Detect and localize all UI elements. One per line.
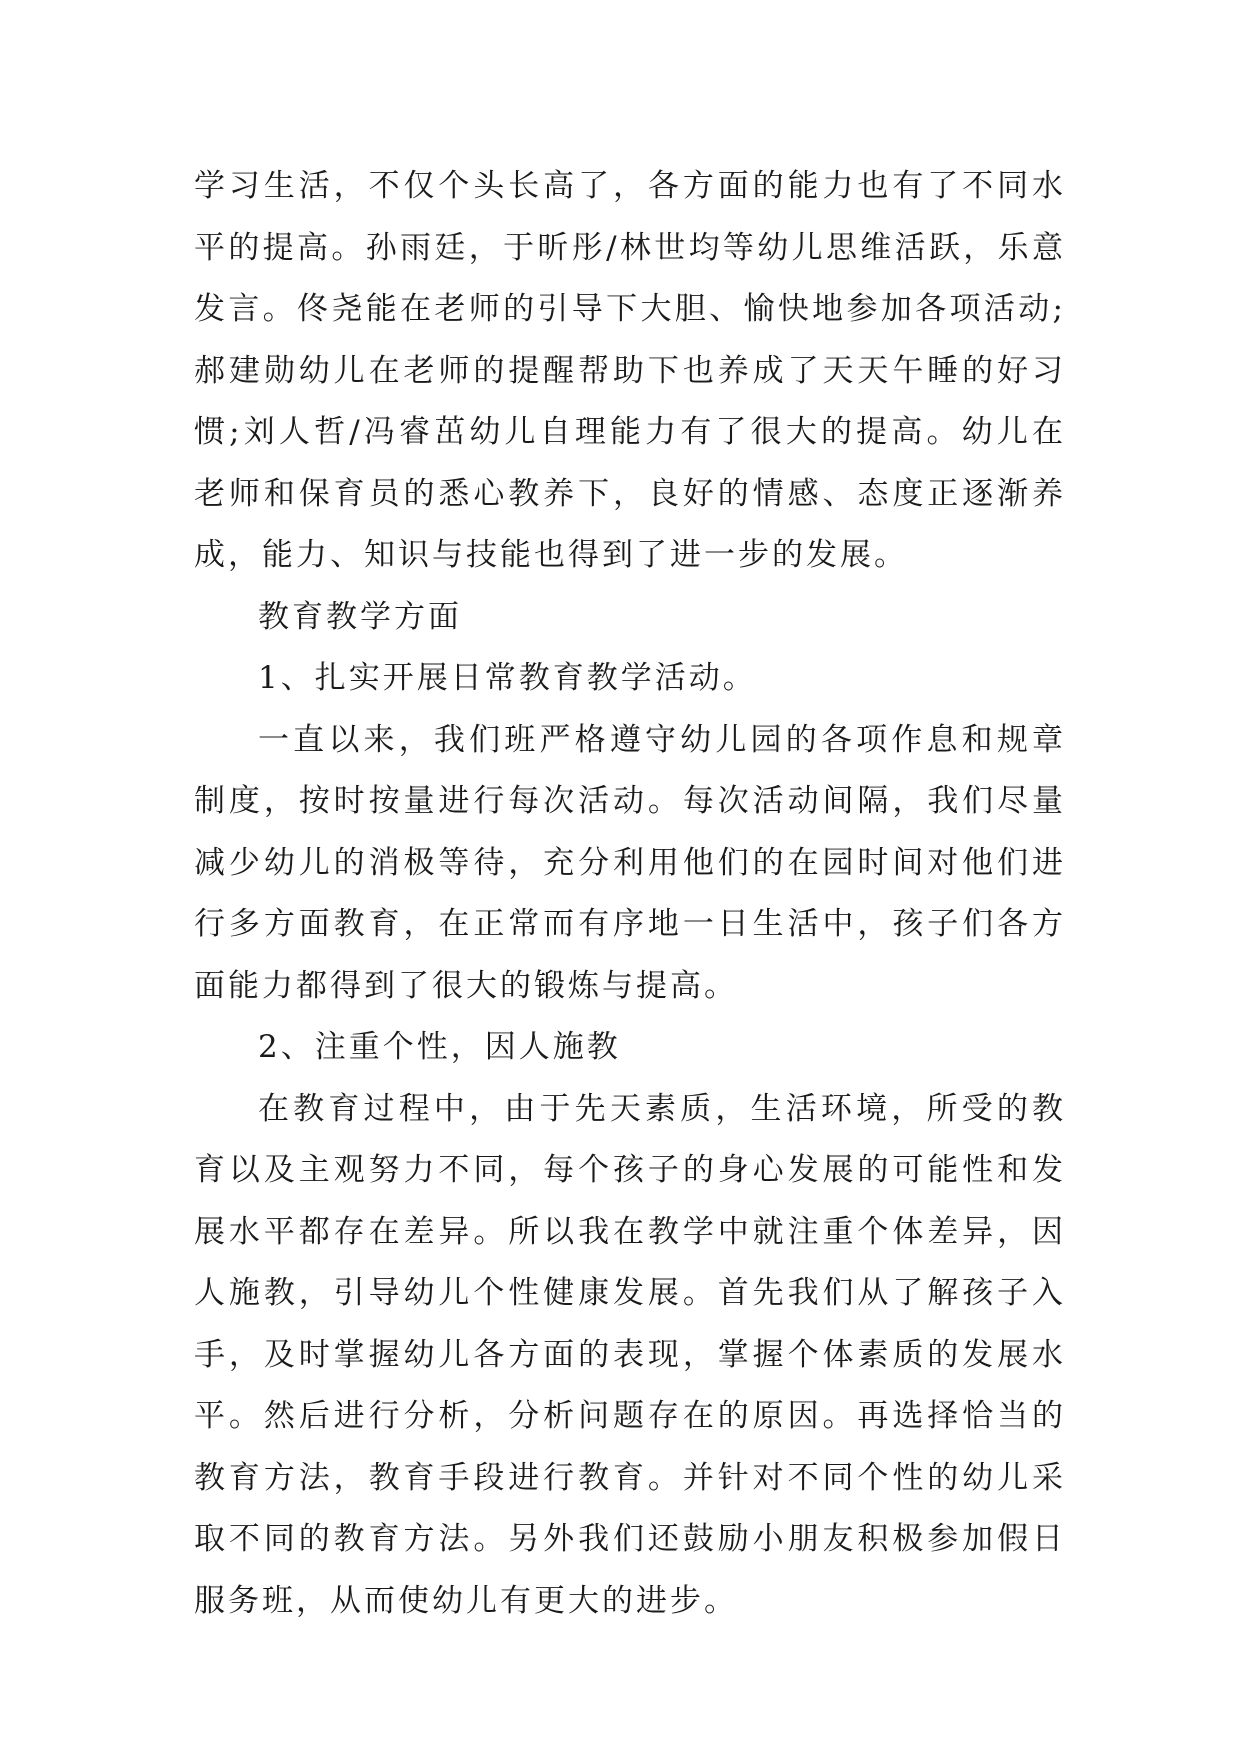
paragraph-individual-teaching: 在教育过程中，由于先天素质，生活环境，所受的教育以及主观努力不同，每个孩子的身心发展的可能性和发展水平都存在差异。所以我在教学中就注重个体差异，因人施教，引导幼儿个性健康发展。首先我们从了解孩子入手，及时掌握幼儿各方面的表现，掌握个体素质的发展水平。然后进行分析，分析问题存在的原因。再选择恰当的教育方法，教育手段进行教育。并针对不同个性的幼儿采取不同的教育方法。另外我们还鼓励小朋友积极参加假日服务班，从而使幼儿有更大的进步。 [194, 1090, 1066, 1619]
subheading-1: 1、扎实开展日常教育教学活动。 [258, 660, 757, 696]
section-heading-teaching: 教育教学方面 [258, 598, 462, 635]
paragraph-daily-activities: 一直以来，我们班严格遵守幼儿园的各项作息和规章制度，按时按量进行每次活动。每次活动间隔，我们尽量减少幼儿的消极等待，充分利用他们的在园时间对他们进行多方面教育，在正常而有序地一日生活中，孩子们各方面能力都得到了很大的锻炼与提高。 [194, 721, 1066, 1004]
document-body [194, 156, 1066, 1632]
subheading-2: 2、注重个性，因人施教 [258, 1029, 621, 1065]
paragraph-continued: 学习生活，不仅个头长高了，各方面的能力也有了不同水平的提高。孙雨廷，于昕彤/林世均等幼儿思维活跃，乐意发言。佟尧能在老师的引导下大胆、愉快地参加各项活动;郝建勋幼儿在老师的提醒帮助下也养成了天天午睡的好习惯;刘人哲/冯睿茁幼儿自理能力有了很大的提高。幼儿在老师和保育员的悉心教养下，良好的情感、态度正逐渐养成，能力、知识与技能也得到了进一步的发展。 [194, 168, 1066, 573]
